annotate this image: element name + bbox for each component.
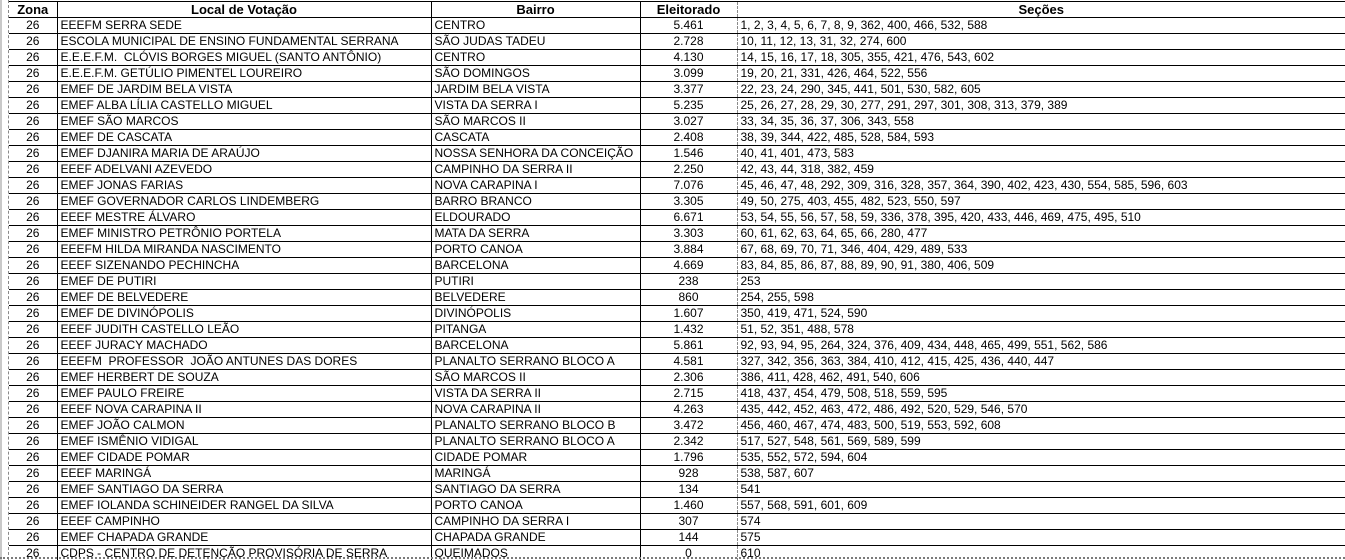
cell-zona[interactable]: 26 (9, 402, 57, 418)
header-row (9, 2, 1345, 18)
cell-zona[interactable]: 26 (9, 322, 57, 338)
cell-secoes[interactable]: 53, 54, 55, 56, 57, 58, 59, 336, 378, 395, 420, 433, 446, 469, 475, 495, 510 (737, 210, 1345, 226)
table-row (9, 482, 1345, 498)
cell-secoes[interactable]: 456, 460, 467, 474, 483, 500, 519, 553, 592, 608 (737, 418, 1345, 434)
table-row (9, 386, 1345, 402)
table-row (9, 354, 1345, 370)
cell-eleitorado[interactable]: 4.263 (640, 402, 737, 418)
cell-local[interactable]: EMEF GOVERNADOR CARLOS LINDEMBERG (57, 194, 431, 210)
cell-local[interactable]: EMEF CHAPADA GRANDE (57, 530, 431, 546)
cell-zona[interactable]: 26 (9, 178, 57, 194)
page-break-horizontal-line (0, 557, 1345, 559)
table-row (9, 290, 1345, 306)
cell-secoes[interactable]: 19, 20, 21, 331, 426, 464, 522, 556 (737, 66, 1345, 82)
cell-eleitorado[interactable]: 1.432 (640, 322, 737, 338)
cell-eleitorado[interactable]: 5.461 (640, 18, 737, 34)
cell-secoes[interactable]: 92, 93, 94, 95, 264, 324, 376, 409, 434, 448, 465, 499, 551, 562, 586 (737, 338, 1345, 354)
cell-zona[interactable]: 26 (9, 450, 57, 466)
cell-zona[interactable]: 26 (9, 18, 57, 34)
cell-secoes[interactable]: 435, 442, 452, 463, 472, 486, 492, 520, 529, 546, 570 (737, 402, 1345, 418)
cell-zona[interactable]: 26 (9, 290, 57, 306)
cell-zona[interactable]: 26 (9, 226, 57, 242)
cell-secoes[interactable]: 45, 46, 47, 48, 292, 309, 316, 328, 357, 364, 390, 402, 423, 430, 554, 585, 596, 603 (737, 178, 1345, 194)
cell-eleitorado[interactable]: 3.305 (640, 194, 737, 210)
cell-local[interactable]: CDPS - CENTRO DE DETENÇÃO PROVISÓRIA DE SERRA (57, 546, 431, 560)
cell-local[interactable]: ESCOLA MUNICIPAL DE ENSINO FUNDAMENTAL SERRANA (57, 34, 431, 50)
cell-zona[interactable]: 26 (9, 34, 57, 50)
table-row (9, 530, 1345, 546)
cell-local[interactable]: EEEF JUDITH CASTELLO LEÃO (57, 322, 431, 338)
cell-zona[interactable]: 26 (9, 418, 57, 434)
cell-bairro[interactable]: PLANALTO SERRANO BLOCO B (431, 418, 640, 434)
cell-secoes[interactable]: 83, 84, 85, 86, 87, 88, 89, 90, 91, 380, 406, 509 (737, 258, 1345, 274)
column-header-bairro[interactable]: Bairro (431, 2, 640, 18)
cell-bairro[interactable]: MARINGÁ (431, 466, 640, 482)
cell-eleitorado[interactable]: 144 (640, 530, 737, 546)
column-header-local[interactable]: Local de Votação (57, 2, 431, 18)
table-row (9, 450, 1345, 466)
cell-zona[interactable]: 26 (9, 162, 57, 178)
cell-bairro[interactable]: NOVA CARAPINA II (431, 402, 640, 418)
cell-secoes[interactable]: 25, 26, 27, 28, 29, 30, 277, 291, 297, 301, 308, 313, 379, 389 (737, 98, 1345, 114)
cell-bairro[interactable]: CASCATA (431, 130, 640, 146)
cell-local[interactable]: EEEFM PROFESSOR JOÃO ANTUNES DAS DORES (57, 354, 431, 370)
cell-eleitorado[interactable]: 4.669 (640, 258, 737, 274)
cell-local[interactable]: EEEF CAMPINHO (57, 514, 431, 530)
cell-local[interactable]: EMEF SÃO MARCOS (57, 114, 431, 130)
cell-eleitorado[interactable]: 1.607 (640, 306, 737, 322)
cell-bairro[interactable]: ELDOURADO (431, 210, 640, 226)
cell-eleitorado[interactable]: 928 (640, 466, 737, 482)
cell-bairro[interactable]: NOVA CARAPINA I (431, 178, 640, 194)
cell-zona[interactable]: 26 (9, 258, 57, 274)
cell-local[interactable]: E.E.E.F.M. CLÓVIS BORGES MIGUEL (SANTO ANTÔNIO) (57, 50, 431, 66)
cell-local[interactable]: EEEFM SERRA SEDE (57, 18, 431, 34)
cell-local[interactable]: EEEFM HILDA MIRANDA NASCIMENTO (57, 242, 431, 258)
cell-bairro[interactable]: PITANGA (431, 322, 640, 338)
table-row (9, 434, 1345, 450)
cell-secoes[interactable]: 67, 68, 69, 70, 71, 346, 404, 429, 489, 533 (737, 242, 1345, 258)
cell-eleitorado[interactable]: 3.472 (640, 418, 737, 434)
column-header-eleitorado[interactable]: Eleitorado (640, 2, 737, 18)
cell-local[interactable]: EEEF MARINGÁ (57, 466, 431, 482)
cell-local[interactable]: EMEF SANTIAGO DA SERRA (57, 482, 431, 498)
cell-local[interactable]: EMEF DE BELVEDERE (57, 290, 431, 306)
cell-zona[interactable]: 26 (9, 50, 57, 66)
cell-secoes[interactable]: 574 (737, 514, 1345, 530)
cell-eleitorado[interactable]: 1.460 (640, 498, 737, 514)
cell-local[interactable]: EMEF JOÃO CALMON (57, 418, 431, 434)
table-row (9, 402, 1345, 418)
cell-eleitorado[interactable]: 6.671 (640, 210, 737, 226)
cell-secoes[interactable]: 327, 342, 356, 363, 384, 410, 412, 415, 425, 436, 440, 447 (737, 354, 1345, 370)
cell-bairro[interactable]: NOSSA SENHORA DA CONCEIÇÃO (431, 146, 640, 162)
cell-zona[interactable]: 26 (9, 130, 57, 146)
cell-zona[interactable]: 26 (9, 338, 57, 354)
cell-eleitorado[interactable]: 5.235 (640, 98, 737, 114)
cell-eleitorado[interactable]: 3.027 (640, 114, 737, 130)
cell-zona[interactable]: 26 (9, 466, 57, 482)
cell-zona[interactable]: 26 (9, 386, 57, 402)
cell-eleitorado[interactable]: 2.728 (640, 34, 737, 50)
cell-eleitorado[interactable]: 2.306 (640, 370, 737, 386)
cell-bairro[interactable]: BARRO BRANCO (431, 194, 640, 210)
cell-local[interactable]: EMEF HERBERT DE SOUZA (57, 370, 431, 386)
cell-local[interactable]: EEEF MESTRE ÁLVARO (57, 210, 431, 226)
table-row (9, 98, 1345, 114)
cell-secoes[interactable]: 51, 52, 351, 488, 578 (737, 322, 1345, 338)
cell-local[interactable]: EMEF DE PUTIRI (57, 274, 431, 290)
cell-eleitorado[interactable]: 2.408 (640, 130, 737, 146)
cell-secoes[interactable]: 14, 15, 16, 17, 18, 305, 355, 421, 476, 543, 602 (737, 50, 1345, 66)
table-row (9, 82, 1345, 98)
cell-secoes[interactable]: 350, 419, 471, 524, 590 (737, 306, 1345, 322)
table-body (9, 18, 1345, 560)
cell-secoes[interactable]: 40, 41, 401, 473, 583 (737, 146, 1345, 162)
cell-bairro[interactable]: DIVINÓPOLIS (431, 306, 640, 322)
cell-local[interactable]: EMEF DE CASCATA (57, 130, 431, 146)
table-row (9, 258, 1345, 274)
cell-zona[interactable]: 26 (9, 370, 57, 386)
cell-secoes[interactable]: 386, 411, 428, 462, 491, 540, 606 (737, 370, 1345, 386)
cell-zona[interactable]: 26 (9, 306, 57, 322)
cell-zona[interactable]: 26 (9, 546, 57, 560)
cell-secoes[interactable]: 38, 39, 344, 422, 485, 528, 584, 593 (737, 130, 1345, 146)
cell-local[interactable]: EMEF CIDADE POMAR (57, 450, 431, 466)
table-row (9, 306, 1345, 322)
voting-locations-table (9, 1, 1345, 560)
column-header-zona[interactable]: Zona (9, 2, 57, 18)
table-row (9, 322, 1345, 338)
cell-secoes[interactable]: 418, 437, 454, 479, 508, 518, 559, 595 (737, 386, 1345, 402)
cell-local[interactable]: EMEF DJANIRA MARIA DE ARAÚJO (57, 146, 431, 162)
table-row (9, 162, 1345, 178)
cell-zona[interactable]: 26 (9, 354, 57, 370)
cell-secoes[interactable]: 575 (737, 530, 1345, 546)
table-row (9, 370, 1345, 386)
left-edge-strip (0, 0, 2, 560)
cell-bairro[interactable]: CENTRO (431, 50, 640, 66)
cell-zona[interactable]: 26 (9, 514, 57, 530)
cell-zona[interactable]: 26 (9, 66, 57, 82)
cell-bairro[interactable]: SANTIAGO DA SERRA (431, 482, 640, 498)
cell-eleitorado[interactable]: 4.581 (640, 354, 737, 370)
cell-eleitorado[interactable]: 2.715 (640, 386, 737, 402)
table-row (9, 210, 1345, 226)
cell-local[interactable]: EMEF ISMÊNIO VIDIGAL (57, 434, 431, 450)
table-row (9, 338, 1345, 354)
cell-secoes[interactable]: 538, 587, 607 (737, 466, 1345, 482)
cell-eleitorado[interactable]: 860 (640, 290, 737, 306)
cell-bairro[interactable]: BARCELONA (431, 338, 640, 354)
cell-eleitorado[interactable]: 4.130 (640, 50, 737, 66)
cell-secoes[interactable]: 253 (737, 274, 1345, 290)
cell-eleitorado[interactable]: 134 (640, 482, 737, 498)
cell-eleitorado[interactable]: 1.546 (640, 146, 737, 162)
cell-bairro[interactable]: BELVEDERE (431, 290, 640, 306)
cell-bairro[interactable]: CHAPADA GRANDE (431, 530, 640, 546)
cell-secoes[interactable]: 254, 255, 598 (737, 290, 1345, 306)
cell-eleitorado[interactable]: 2.342 (640, 434, 737, 450)
cell-zona[interactable]: 26 (9, 530, 57, 546)
cell-eleitorado[interactable]: 7.076 (640, 178, 737, 194)
table-row (9, 418, 1345, 434)
cell-zona[interactable]: 26 (9, 434, 57, 450)
table-row (9, 274, 1345, 290)
cell-secoes[interactable]: 10, 11, 12, 13, 31, 32, 274, 600 (737, 34, 1345, 50)
cell-bairro[interactable]: CENTRO (431, 18, 640, 34)
table-row (9, 18, 1345, 34)
cell-zona[interactable]: 26 (9, 146, 57, 162)
cell-eleitorado[interactable]: 3.884 (640, 242, 737, 258)
cell-eleitorado[interactable]: 3.377 (640, 82, 737, 98)
cell-secoes[interactable]: 22, 23, 24, 290, 345, 441, 501, 530, 582, 605 (737, 82, 1345, 98)
cell-bairro[interactable]: JARDIM BELA VISTA (431, 82, 640, 98)
cell-local[interactable]: EEEF NOVA CARAPINA II (57, 402, 431, 418)
table-row (9, 50, 1345, 66)
cell-secoes[interactable]: 517, 527, 548, 561, 569, 589, 599 (737, 434, 1345, 450)
cell-bairro[interactable]: SÃO JUDAS TADEU (431, 34, 640, 50)
cell-bairro[interactable]: CIDADE POMAR (431, 450, 640, 466)
table-row (9, 194, 1345, 210)
cell-zona[interactable]: 26 (9, 98, 57, 114)
cell-eleitorado[interactable]: 0 (640, 546, 737, 560)
cell-secoes[interactable]: 49, 50, 275, 403, 455, 482, 523, 550, 597 (737, 194, 1345, 210)
cell-bairro[interactable]: QUEIMADOS (431, 546, 640, 560)
cell-local[interactable]: EEEF SIZENANDO PECHINCHA (57, 258, 431, 274)
page-break-vertical-line (8, 0, 9, 560)
cell-bairro[interactable]: PORTO CANOA (431, 242, 640, 258)
cell-local[interactable]: EMEF JONAS FARIAS (57, 178, 431, 194)
column-header-secoes[interactable]: Seções (737, 2, 1345, 18)
cell-bairro[interactable]: SÃO MARCOS II (431, 114, 640, 130)
cell-zona[interactable]: 26 (9, 274, 57, 290)
table-row (9, 514, 1345, 530)
table-row (9, 466, 1345, 482)
cell-zona[interactable]: 26 (9, 482, 57, 498)
cell-local[interactable]: EMEF IOLANDA SCHINEIDER RANGEL DA SILVA (57, 498, 431, 514)
cell-local[interactable]: EMEF ALBA LÍLIA CASTELLO MIGUEL (57, 98, 431, 114)
cell-eleitorado[interactable]: 307 (640, 514, 737, 530)
cell-bairro[interactable]: MATA DA SERRA (431, 226, 640, 242)
cell-bairro[interactable]: BARCELONA (431, 258, 640, 274)
cell-eleitorado[interactable]: 238 (640, 274, 737, 290)
cell-secoes[interactable]: 33, 34, 35, 36, 37, 306, 343, 558 (737, 114, 1345, 130)
table-row (9, 34, 1345, 50)
cell-bairro[interactable]: PORTO CANOA (431, 498, 640, 514)
cell-zona[interactable]: 26 (9, 114, 57, 130)
cell-eleitorado[interactable]: 3.099 (640, 66, 737, 82)
cell-secoes[interactable]: 535, 552, 572, 594, 604 (737, 450, 1345, 466)
cell-eleitorado[interactable]: 5.861 (640, 338, 737, 354)
cell-eleitorado[interactable]: 3.303 (640, 226, 737, 242)
table-row (9, 114, 1345, 130)
cell-bairro[interactable]: SÃO DOMINGOS (431, 66, 640, 82)
cell-zona[interactable]: 26 (9, 82, 57, 98)
table-row (9, 66, 1345, 82)
cell-zona[interactable]: 26 (9, 242, 57, 258)
cell-zona[interactable]: 26 (9, 194, 57, 210)
cell-eleitorado[interactable]: 2.250 (640, 162, 737, 178)
cell-local[interactable]: EMEF DE JARDIM BELA VISTA (57, 82, 431, 98)
cell-bairro[interactable]: PLANALTO SERRANO BLOCO A (431, 434, 640, 450)
cell-bairro[interactable]: PLANALTO SERRANO BLOCO A (431, 354, 640, 370)
cell-secoes[interactable]: 1, 2, 3, 4, 5, 6, 7, 8, 9, 362, 400, 466, 532, 588 (737, 18, 1345, 34)
cell-zona[interactable]: 26 (9, 498, 57, 514)
table-row (9, 226, 1345, 242)
cell-bairro[interactable]: CAMPINHO DA SERRA I (431, 514, 640, 530)
cell-local[interactable]: EMEF DE DIVINÓPOLIS (57, 306, 431, 322)
table-row (9, 146, 1345, 162)
cell-local[interactable]: E.E.E.F.M. GETÚLIO PIMENTEL LOUREIRO (57, 66, 431, 82)
cell-secoes[interactable]: 541 (737, 482, 1345, 498)
cell-secoes[interactable]: 610 (737, 546, 1345, 560)
cell-secoes[interactable]: 42, 43, 44, 318, 382, 459 (737, 162, 1345, 178)
cell-local[interactable]: EEEF ADELVANI AZEVEDO (57, 162, 431, 178)
table-row (9, 498, 1345, 514)
table-row (9, 242, 1345, 258)
cell-bairro[interactable]: CAMPINHO DA SERRA II (431, 162, 640, 178)
cell-bairro[interactable]: PUTIRI (431, 274, 640, 290)
cell-local[interactable]: EEEF JURACY MACHADO (57, 338, 431, 354)
cell-secoes[interactable]: 60, 61, 62, 63, 64, 65, 66, 280, 477 (737, 226, 1345, 242)
cell-eleitorado[interactable]: 1.796 (640, 450, 737, 466)
table-row (9, 130, 1345, 146)
table-row (9, 178, 1345, 194)
cell-bairro[interactable]: VISTA DA SERRA II (431, 386, 640, 402)
cell-zona[interactable]: 26 (9, 210, 57, 226)
cell-secoes[interactable]: 557, 568, 591, 601, 609 (737, 498, 1345, 514)
cell-local[interactable]: EMEF MINISTRO PETRÔNIO PORTELA (57, 226, 431, 242)
cell-bairro[interactable]: SÃO MARCOS II (431, 370, 640, 386)
cell-bairro[interactable]: VISTA DA SERRA I (431, 98, 640, 114)
cell-local[interactable]: EMEF PAULO FREIRE (57, 386, 431, 402)
